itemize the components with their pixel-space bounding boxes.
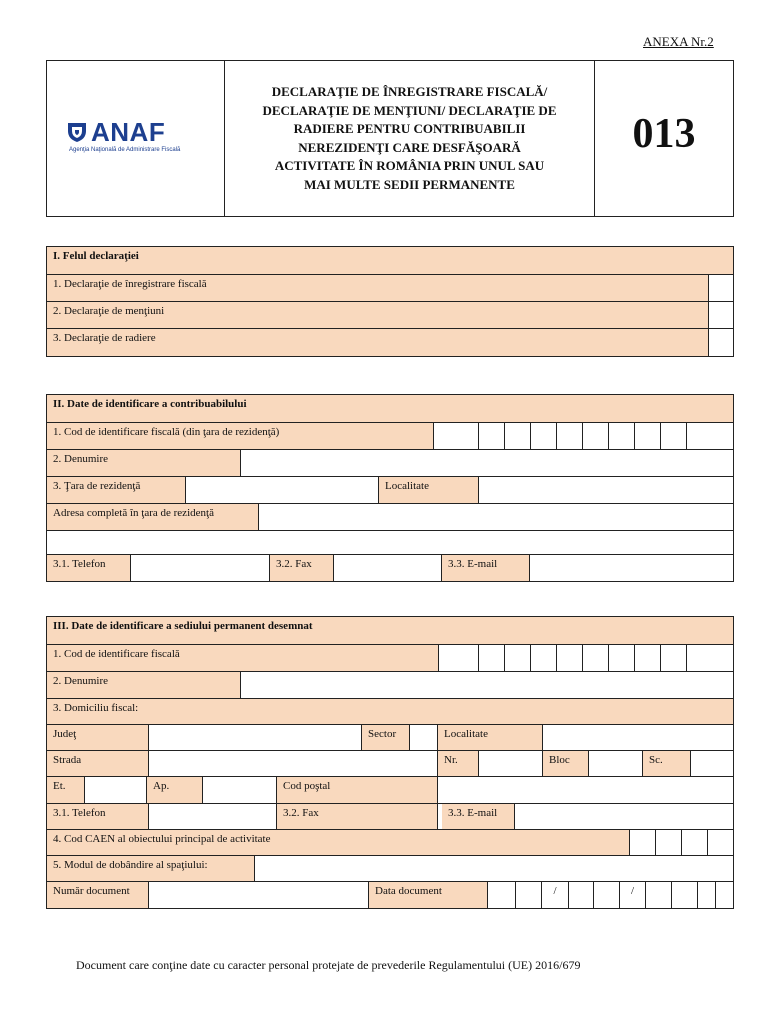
caen-digit[interactable] bbox=[682, 830, 708, 855]
apartment-label: Ap. bbox=[147, 777, 203, 803]
logo-text: ANAF bbox=[91, 117, 166, 147]
address-field[interactable] bbox=[259, 504, 733, 530]
doc-date-digit[interactable] bbox=[672, 882, 698, 908]
pe-locality-field[interactable] bbox=[543, 725, 733, 750]
domicile-label: 3. Domiciliu fiscal: bbox=[47, 699, 733, 724]
tax-id-digit[interactable] bbox=[583, 423, 609, 449]
tax-id-digit[interactable] bbox=[557, 423, 583, 449]
tax-id-digit[interactable] bbox=[661, 423, 687, 449]
tax-id-digit[interactable] bbox=[434, 423, 479, 449]
pe-tax-id-digit[interactable] bbox=[557, 645, 583, 671]
section-declaration-type bbox=[46, 246, 734, 357]
name-label: 2. Denumire bbox=[47, 450, 241, 476]
county-label: Judeţ bbox=[47, 725, 149, 750]
option-deregistration-label: 3. Declaraţie de radiere bbox=[47, 329, 709, 356]
phone-field[interactable] bbox=[131, 555, 270, 581]
block-label: Bloc bbox=[543, 751, 589, 776]
locality-label: Localitate bbox=[379, 477, 479, 503]
annex-label: ANEXA Nr.2 bbox=[643, 34, 714, 49]
street-label: Strada bbox=[47, 751, 149, 776]
email-field[interactable] bbox=[530, 555, 733, 581]
tax-id-digit[interactable] bbox=[635, 423, 661, 449]
shield-icon bbox=[67, 121, 87, 143]
doc-date-digit[interactable] bbox=[646, 882, 672, 908]
street-field[interactable] bbox=[149, 751, 438, 776]
pe-name-label: 2. Denumire bbox=[47, 672, 241, 698]
pe-email-field[interactable] bbox=[515, 804, 733, 829]
pe-tax-id-digit[interactable] bbox=[531, 645, 557, 671]
pe-tax-id-digit[interactable] bbox=[609, 645, 635, 671]
option-deregistration-checkbox[interactable] bbox=[709, 329, 733, 356]
fax-label: 3.2. Fax bbox=[270, 555, 334, 581]
staircase-label: Sc. bbox=[643, 751, 691, 776]
pe-tax-id-digit[interactable] bbox=[439, 645, 479, 671]
postal-code-field[interactable] bbox=[438, 777, 733, 803]
pe-email-label: 3.3. E-mail bbox=[442, 804, 515, 829]
logo-subtitle: Agenţia Naţională de Administrare Fiscală bbox=[69, 147, 181, 153]
anaf-logo bbox=[67, 119, 217, 153]
tax-id-digit[interactable] bbox=[505, 423, 531, 449]
country-label: 3. Ţara de rezidenţă bbox=[47, 477, 186, 503]
floor-field[interactable] bbox=[85, 777, 147, 803]
address-field-continued[interactable] bbox=[47, 531, 733, 554]
title-line: DECLARAŢIE DE ÎNREGISTRARE FISCALĂ/ bbox=[271, 84, 548, 99]
pe-tax-id-digit[interactable] bbox=[661, 645, 687, 671]
caen-digit[interactable] bbox=[630, 830, 656, 855]
privacy-footer: Document care conţine date cu caracter personal protejate de prevederile Regulamentului (UE) 2016/679 bbox=[76, 958, 581, 972]
pe-fax-label: 3.2. Fax bbox=[277, 804, 438, 829]
caen-label: 4. Cod CAEN al obiectului principal de activitate bbox=[47, 830, 630, 855]
section-title: II. Date de identificare a contribuabilului bbox=[47, 395, 733, 422]
doc-date-digit[interactable] bbox=[488, 882, 516, 908]
pe-phone-label: 3.1. Telefon bbox=[47, 804, 149, 829]
pe-tax-id-digit[interactable] bbox=[635, 645, 661, 671]
title-line: DECLARAŢIE DE MENŢIUNI/ DECLARAŢIE DE bbox=[262, 102, 557, 118]
pe-tax-id-label: 1. Cod de identificare fiscală bbox=[47, 645, 439, 671]
form-code: 013 bbox=[632, 110, 696, 157]
form-header bbox=[46, 60, 734, 217]
form-title bbox=[225, 61, 595, 216]
tax-id-digit[interactable] bbox=[479, 423, 505, 449]
title-line: RADIERE PENTRU CONTRIBUABILII bbox=[293, 121, 526, 136]
doc-date-digit[interactable] bbox=[594, 882, 620, 908]
option-registration-label: 1. Declaraţie de înregistrare fiscală bbox=[47, 275, 709, 301]
pe-tax-id-digit[interactable] bbox=[505, 645, 531, 671]
pe-name-field[interactable] bbox=[241, 672, 733, 698]
staircase-field[interactable] bbox=[691, 751, 733, 776]
caen-digit[interactable] bbox=[656, 830, 682, 855]
number-field[interactable] bbox=[479, 751, 543, 776]
county-field[interactable] bbox=[149, 725, 362, 750]
name-field[interactable] bbox=[241, 450, 733, 476]
postal-code-label: Cod poştal bbox=[277, 777, 438, 803]
doc-date-separator: / bbox=[542, 882, 569, 908]
section-taxpayer-identification bbox=[46, 394, 734, 582]
doc-date-separator: / bbox=[620, 882, 646, 908]
doc-date-digit[interactable] bbox=[516, 882, 542, 908]
pe-phone-field[interactable] bbox=[149, 804, 277, 829]
doc-number-label: Număr document bbox=[47, 882, 149, 908]
title-line: MAI MULTE SEDII PERMANENTE bbox=[304, 176, 515, 192]
tax-id-digit[interactable] bbox=[531, 423, 557, 449]
pe-tax-id-digit[interactable] bbox=[687, 645, 733, 671]
title-line: ACTIVITATE ÎN ROMÂNIA PRIN UNUL SAU bbox=[274, 158, 545, 173]
tax-id-digit[interactable] bbox=[609, 423, 635, 449]
sector-label: Sector bbox=[362, 725, 410, 750]
apartment-field[interactable] bbox=[203, 777, 277, 803]
locality-field[interactable] bbox=[479, 477, 733, 503]
option-mentions-label: 2. Declaraţie de menţiuni bbox=[47, 302, 709, 328]
option-registration-checkbox[interactable] bbox=[709, 275, 733, 301]
phone-label: 3.1. Telefon bbox=[47, 555, 131, 581]
section-permanent-establishment bbox=[46, 616, 734, 909]
pe-tax-id-digit[interactable] bbox=[479, 645, 505, 671]
doc-date-label: Data document bbox=[369, 882, 488, 908]
address-label: Adresa completă în ţara de rezidenţă bbox=[47, 504, 259, 530]
logo-cell bbox=[47, 61, 225, 216]
doc-date-digit[interactable] bbox=[569, 882, 594, 908]
section-title: III. Date de identificare a sediului permanent desemnat bbox=[47, 617, 733, 644]
tax-id-digit[interactable] bbox=[687, 423, 733, 449]
sector-field[interactable] bbox=[410, 725, 438, 750]
pe-tax-id-digit[interactable] bbox=[583, 645, 609, 671]
space-mode-field[interactable] bbox=[255, 856, 733, 881]
doc-number-field[interactable] bbox=[149, 882, 369, 908]
pe-locality-label: Localitate bbox=[438, 725, 543, 750]
tax-id-label: 1. Cod de identificare fiscală (din ţara de rezidenţă) bbox=[47, 423, 434, 449]
number-label: Nr. bbox=[438, 751, 479, 776]
caen-digit[interactable] bbox=[708, 830, 733, 855]
doc-date-digit[interactable] bbox=[716, 882, 733, 908]
doc-date-digit[interactable] bbox=[698, 882, 716, 908]
title-line: NEREZIDENŢI CARE DESFĂŞOARĂ bbox=[298, 139, 521, 155]
space-mode-label: 5. Modul de dobândire al spaţiului: bbox=[47, 856, 255, 881]
block-field[interactable] bbox=[589, 751, 643, 776]
email-label: 3.3. E-mail bbox=[442, 555, 530, 581]
country-field[interactable] bbox=[186, 477, 379, 503]
section-title: I. Felul declaraţiei bbox=[47, 247, 733, 274]
floor-label: Et. bbox=[47, 777, 85, 803]
option-mentions-checkbox[interactable] bbox=[709, 302, 733, 328]
fax-field[interactable] bbox=[334, 555, 442, 581]
